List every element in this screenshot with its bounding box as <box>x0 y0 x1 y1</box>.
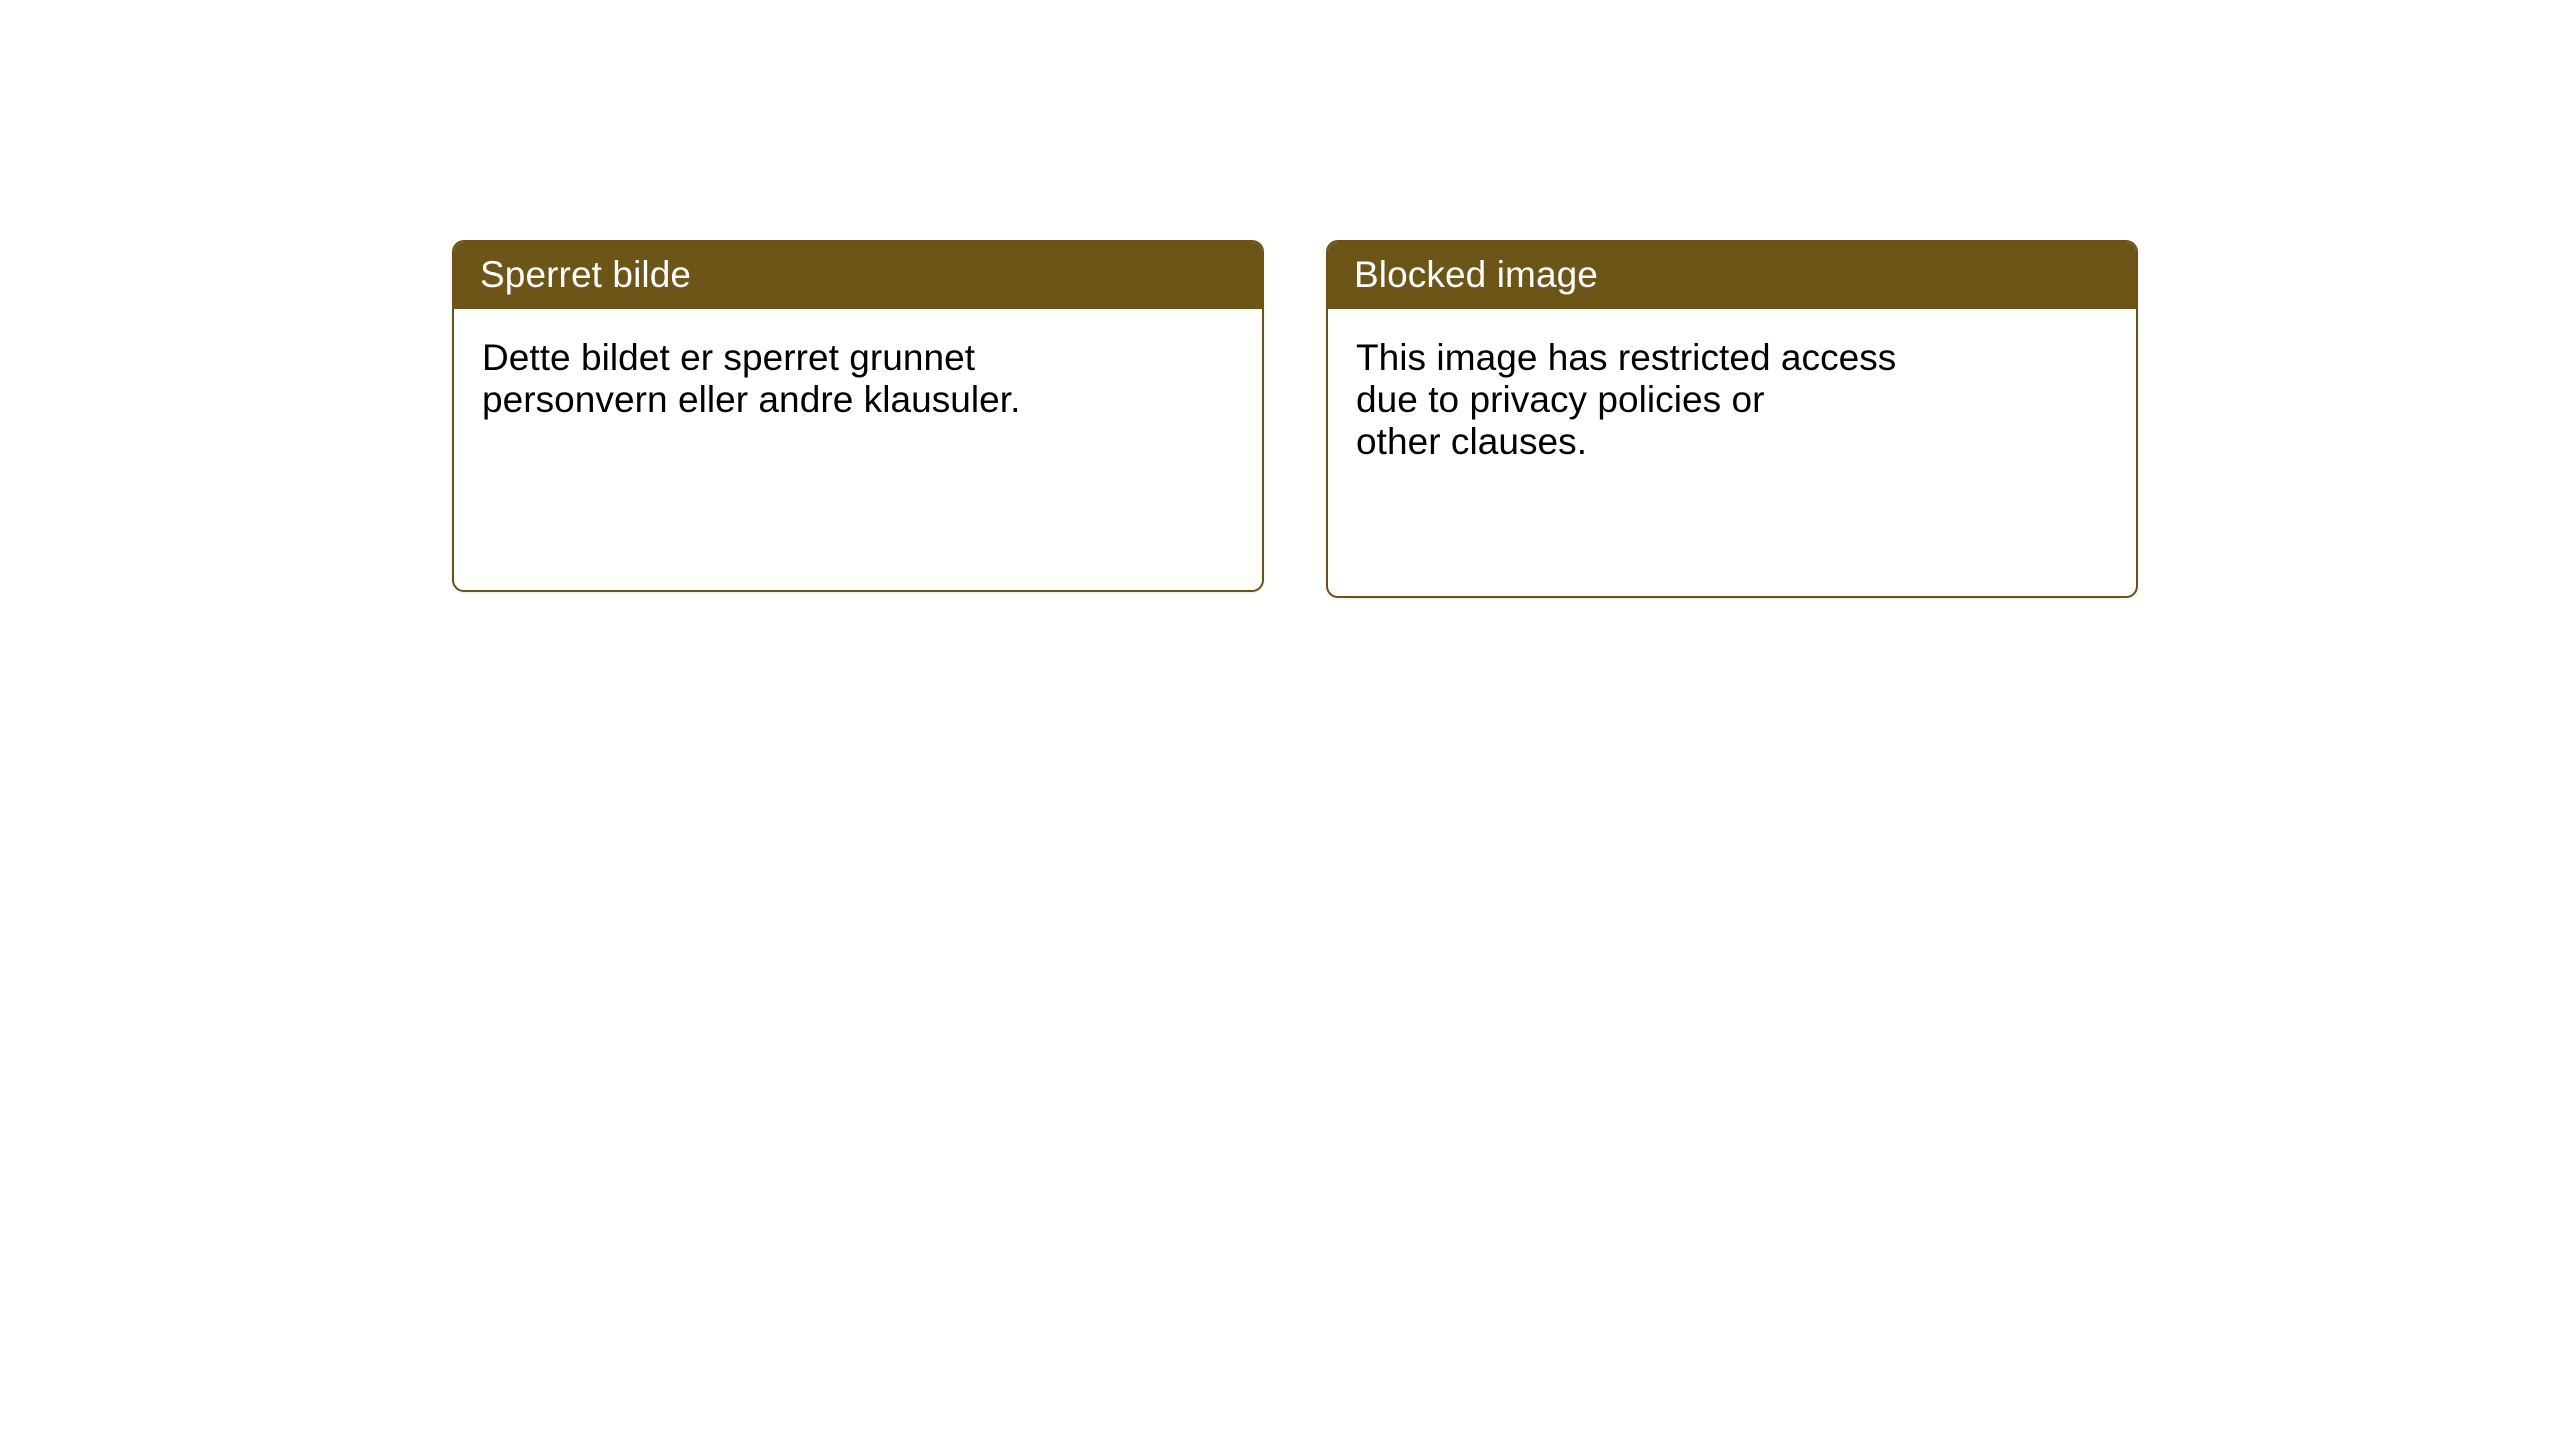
notice-message-en <box>1328 309 2136 464</box>
notice-message-line: Dette bildet er sperret grunnet <box>482 337 976 378</box>
blocked-image-notice-en <box>1326 240 2138 598</box>
notice-message-line: personvern eller andre klausuler. <box>482 379 1021 421</box>
notice-message-line: due to privacy policies or <box>1356 379 1765 421</box>
notice-message-line: other clauses. <box>1356 421 1588 463</box>
notice-card-group <box>452 240 2138 598</box>
notice-message-no <box>454 309 1262 421</box>
notice-message-line: This image has restricted access <box>1356 337 1897 378</box>
notice-title-en: Blocked image <box>1328 242 2136 309</box>
blocked-image-notice-no <box>452 240 1264 592</box>
notice-title-no: Sperret bilde <box>454 242 1262 309</box>
